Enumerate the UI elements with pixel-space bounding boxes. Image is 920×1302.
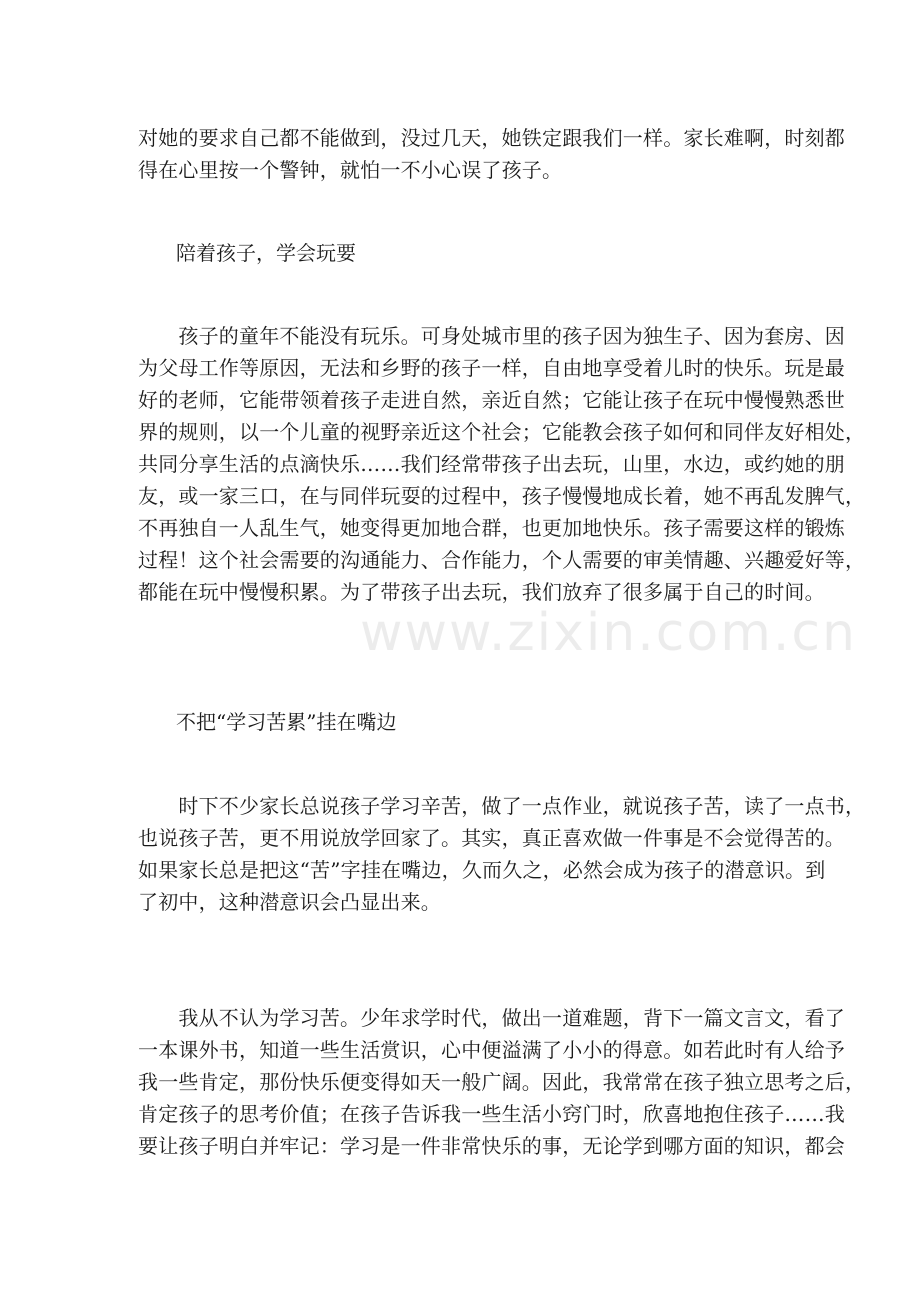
paragraph-line: 我一些肯定，那份快乐便变得如天一般广阔。因此，我常常在孩子独立思考之后， (138, 1070, 866, 1094)
paragraph-line: 时下不少家长总说孩子学习辛苦，做了一点作业，就说孩子苦，读了一点书， (138, 794, 866, 818)
paragraph-line: 共同分享生活的点滴快乐……我们经常带孩子出去玩，山里，水边，或约她的朋 (138, 452, 845, 476)
paragraph-line: 过程！这个社会需要的沟通能力、合作能力，个人需要的审美情趣、兴趣爱好等， (138, 548, 866, 572)
paragraph-4 (138, 1002, 866, 1162)
paragraph-line: 不再独自一人乱生气，她变得更加地合群，也更加地快乐。孩子需要这样的锻炼 (138, 516, 845, 540)
paragraph-2 (138, 320, 866, 608)
paragraph-line: 界的规则，以一个儿童的视野亲近这个社会；它能教会孩子如何和同伴友好相处， (138, 420, 866, 444)
paragraph-line: 都能在玩中慢慢积累。为了带孩子出去玩，我们放弃了很多属于自己的时间。 (138, 580, 825, 604)
paragraph-line: 好的老师，它能带领着孩子走进自然，亲近自然；它能让孩子在玩中慢慢熟悉世 (138, 388, 845, 412)
paragraph-line: 一本课外书，知道一些生活赏识，心中便溢满了小小的得意。如若此时有人给予 (138, 1038, 845, 1062)
watermark: www.zixin.com.cn (360, 603, 857, 663)
paragraph-line: 肯定孩子的思考价值；在孩子告诉我一些生活小窍门时，欣喜地抱住孩子……我 (138, 1102, 845, 1126)
section-heading: 不把“学习苦累”挂在嘴边 (176, 710, 397, 734)
paragraph-line: 为父母工作等原因，无法和乡野的孩子一样，自由地享受着儿时的快乐。玩是最 (138, 356, 845, 380)
paragraph-line: 得在心里按一个警钟，就怕一不小心误了孩子。 (138, 158, 563, 182)
paragraph-line: 对她的要求自己都不能做到，没过几天，她铁定跟我们一样。家长难啊，时刻都 (138, 126, 845, 150)
paragraph-line: 我从不认为学习苦。少年求学时代，做出一道难题，背下一篇文言文，看了 (138, 1006, 845, 1030)
paragraph-line: 友，或一家三口，在与同伴玩耍的过程中，孩子慢慢地成长着，她不再乱发脾气， (138, 484, 866, 508)
paragraph-line: 孩子的童年不能没有玩乐。可身处城市里的孩子因为独生子、因为套房、因 (138, 324, 845, 348)
paragraph-line: 了初中，这种潜意识会凸显出来。 (138, 890, 441, 914)
paragraph-line: 也说孩子苦，更不用说放学回家了。其实，真正喜欢做一件事是不会觉得苦的。 (138, 826, 845, 850)
paragraph-1 (138, 122, 845, 186)
paragraph-line: 要让孩子明白并牢记：学习是一件非常快乐的事，无论学到哪方面的知识，都会 (138, 1134, 845, 1158)
paragraph-line: 如果家长总是把这“苦”字挂在嘴边，久而久之，必然会成为孩子的潜意识。到 (138, 858, 826, 882)
section-heading: 陪着孩子，学会玩要 (176, 241, 356, 265)
paragraph-3 (138, 790, 866, 918)
